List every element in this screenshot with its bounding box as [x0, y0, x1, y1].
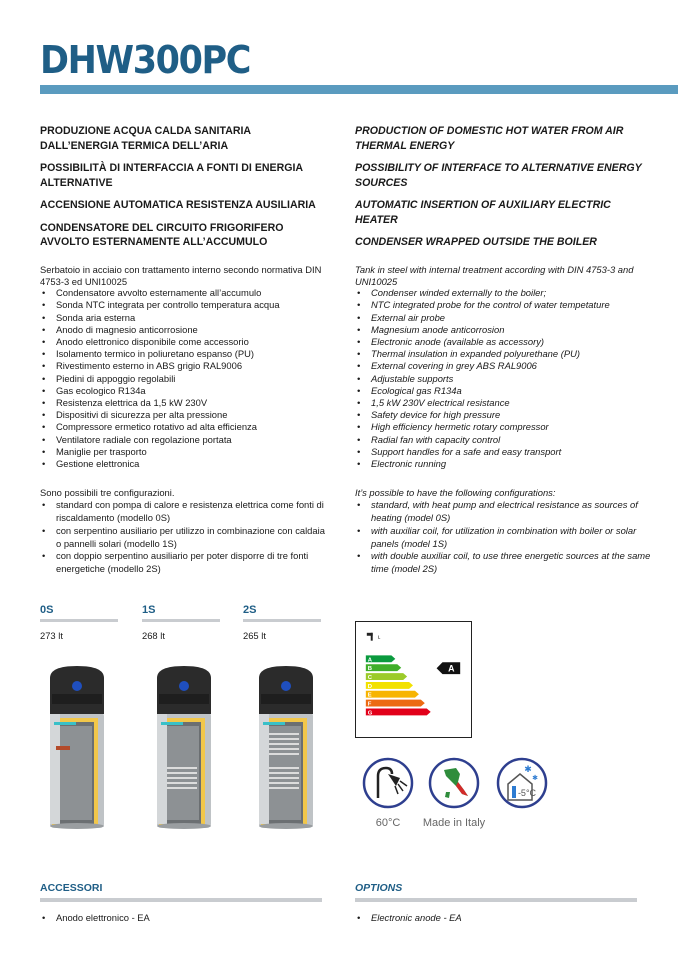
list-item: • Support handles for a safe and easy transport [355, 446, 655, 458]
title-bar [40, 85, 678, 94]
shower-caption: 60°C [375, 817, 401, 829]
list-item: • with double auxiliar coil, to use three energetic sources at the same time (model 2S) [355, 550, 655, 576]
energy-class-bar-g [366, 708, 431, 715]
feature-heading: AUTOMATIC INSERTION OF AUXILIARY ELECTRIC HEATER [355, 199, 611, 226]
list-item: • Condenser winded externally to the boiler; [355, 287, 655, 299]
energy-class-label: E [367, 692, 372, 699]
energy-class-label: D [367, 683, 373, 690]
feature-heading: PRODUCTION OF DOMESTIC HOT WATER FROM AIR THERMAL ENERGY [355, 125, 624, 152]
feature-heading: CONDENSATORE DEL CIRCUITO FRIGORIFERO AVVOLTO ESTERNAMENTE ALL’ACCUMULO [40, 221, 284, 248]
energy-top-marker: L [377, 635, 381, 641]
accessories-section [40, 882, 322, 924]
english-intro: Tank in steel with internal treatment according with DIN 4753-3 and UNI10025 [355, 264, 634, 287]
feature-icons [362, 756, 552, 832]
italian-features [40, 124, 330, 264]
list-item: • Safety device for high pressure [355, 409, 655, 421]
energy-class-label: F [367, 701, 372, 708]
cold-temperature-icon [498, 759, 546, 807]
section-rule [355, 898, 637, 902]
list-item: • Condensatore avvolto esternamente all’accumulo [40, 287, 330, 299]
energy-class-scale [366, 655, 431, 716]
list-item: • Electronic running [355, 458, 655, 470]
list-item: • Rivestimento esterno in ABS grigio RAL9006 [40, 360, 330, 372]
italian-column [40, 124, 330, 576]
model-1s [142, 604, 220, 641]
boiler-0s-image [46, 664, 108, 830]
energy-class-bar-d [366, 682, 413, 689]
model-name: 0S [40, 604, 118, 622]
italian-config-intro: Sono possibili tre configurazioni. [40, 487, 175, 499]
list-item: • 1,5 kW 230V electrical resistance [355, 397, 655, 409]
list-item: • standard con pompa di calore e resistenza elettrica come fonti di riscaldamento (modello 0S) [40, 499, 330, 525]
list-item: • Radial fan with capacity control [355, 434, 655, 446]
energy-rating: A [448, 663, 455, 674]
list-item: • con serpentino ausiliario per utilizzo in combinazione con caldaia o pannelli solari (modello 1S) [40, 525, 330, 551]
section-rule [40, 898, 322, 902]
english-configs [355, 499, 655, 576]
model-2s [243, 604, 321, 641]
energy-class-bar-e [366, 691, 419, 698]
options-list [355, 912, 637, 924]
options-title: OPTIONS [355, 882, 403, 894]
italian-intro: Serbatoio in acciaio con trattamento interno secondo normativa DIN 4753-3 ed UNI10025 [40, 264, 322, 287]
feature-heading: PRODUZIONE ACQUA CALDA SANITARIA DALL’ENERGIA TERMICA DELL’ARIA [40, 125, 251, 152]
boiler-1s-image [153, 664, 215, 830]
list-item: • with auxiliar coil, for utilization in combination with boiler or solar panels (model 1S) [355, 525, 655, 551]
list-item: • Compressore ermetico rotativo ad alta efficienza [40, 421, 330, 433]
energy-label [355, 621, 472, 738]
options-section [355, 882, 637, 924]
list-item: • Isolamento termico in poliuretano espanso (PU) [40, 348, 330, 360]
list-item: • Electronic anode (available as accessory) [355, 336, 655, 348]
list-item: • Resistenza elettrica da 1,5 kW 230V [40, 397, 330, 409]
list-item: • Piedini di appoggio regolabili [40, 373, 330, 385]
list-item: • con doppio serpentino ausiliario per poter disporre di tre fonti energetiche (modello 2S) [40, 550, 330, 576]
energy-rating-arrow [437, 662, 461, 674]
shower-icon [364, 759, 412, 807]
list-item: • Magnesium anode anticorrosion [355, 324, 655, 336]
list-item: • Sonda aria esterna [40, 312, 330, 324]
english-column [355, 124, 655, 576]
feature-heading: CONDENSER WRAPPED OUTSIDE THE BOILER [355, 236, 597, 248]
model-capacity: 268 lt [142, 630, 165, 641]
list-item: • Electronic anode - EA [355, 912, 637, 924]
list-item: • High efficiency hermetic rotary compressor [355, 421, 655, 433]
italian-bullets [40, 287, 330, 470]
list-item: • Anodo elettronico disponibile come accessorio [40, 336, 330, 348]
list-item: • Gestione elettronica [40, 458, 330, 470]
list-item: • Sonda NTC integrata per controllo temperatura acqua [40, 299, 330, 311]
list-item: • Maniglie per trasporto [40, 446, 330, 458]
list-item: • standard, with heat pump and electrical resistance as sources of heating (model 0S) [355, 499, 655, 525]
list-item: • Ecological gas R134a [355, 385, 655, 397]
energy-class-label: C [367, 675, 373, 682]
feature-heading: ACCENSIONE AUTOMATICA RESISTENZA AUSILIARIA [40, 199, 316, 211]
list-item: • Adjustable supports [355, 373, 655, 385]
feature-heading: POSSIBILITÀ DI INTERFACCIA A FONTI DI ENERGIA ALTERNATIVE [40, 162, 303, 189]
list-item: • External air probe [355, 312, 655, 324]
list-item: • Thermal insulation in expanded polyurethane (PU) [355, 348, 655, 360]
boiler-2s-image [255, 664, 317, 830]
page-title: DHW300PC [40, 38, 251, 82]
list-item: • Ventilatore radiale con regolazione portata [40, 434, 330, 446]
model-name: 2S [243, 604, 321, 622]
english-features [355, 124, 655, 264]
english-config-intro: It’s possible to have the following configurations: [355, 487, 556, 499]
italy-map-icon [430, 759, 478, 807]
svg-text:✱: ✱ [524, 765, 532, 775]
feature-heading: POSSIBILITY OF INTERFACE TO ALTERNATIVE ENERGY SOURCES [355, 162, 642, 189]
italy-caption: Made in Italy [422, 817, 486, 829]
list-item: • NTC integrated probe for the control of water tempetature [355, 299, 655, 311]
accessories-list [40, 912, 322, 924]
energy-class-label: A [367, 657, 373, 664]
accessories-title: ACCESSORI [40, 882, 103, 894]
list-item: • External covering in grey ABS RAL9006 [355, 360, 655, 372]
italian-configs [40, 499, 330, 576]
cold-caption: -5°C [517, 788, 537, 798]
model-capacity: 265 lt [243, 630, 266, 641]
model-0s [40, 604, 118, 641]
energy-class-label: B [367, 666, 373, 673]
list-item: • Dispositivi di sicurezza per alta pressione [40, 409, 330, 421]
tap-icon [367, 633, 373, 641]
energy-class-bar-f [366, 700, 425, 707]
svg-text:✱: ✱ [532, 774, 538, 782]
list-item: • Anodo elettronico - EA [40, 912, 322, 924]
model-capacity: 273 lt [40, 630, 63, 641]
energy-class-label: G [367, 710, 373, 717]
model-name: 1S [142, 604, 220, 622]
list-item: • Gas ecologico R134a [40, 385, 330, 397]
english-bullets [355, 287, 655, 470]
list-item: • Anodo di magnesio anticorrosione [40, 324, 330, 336]
